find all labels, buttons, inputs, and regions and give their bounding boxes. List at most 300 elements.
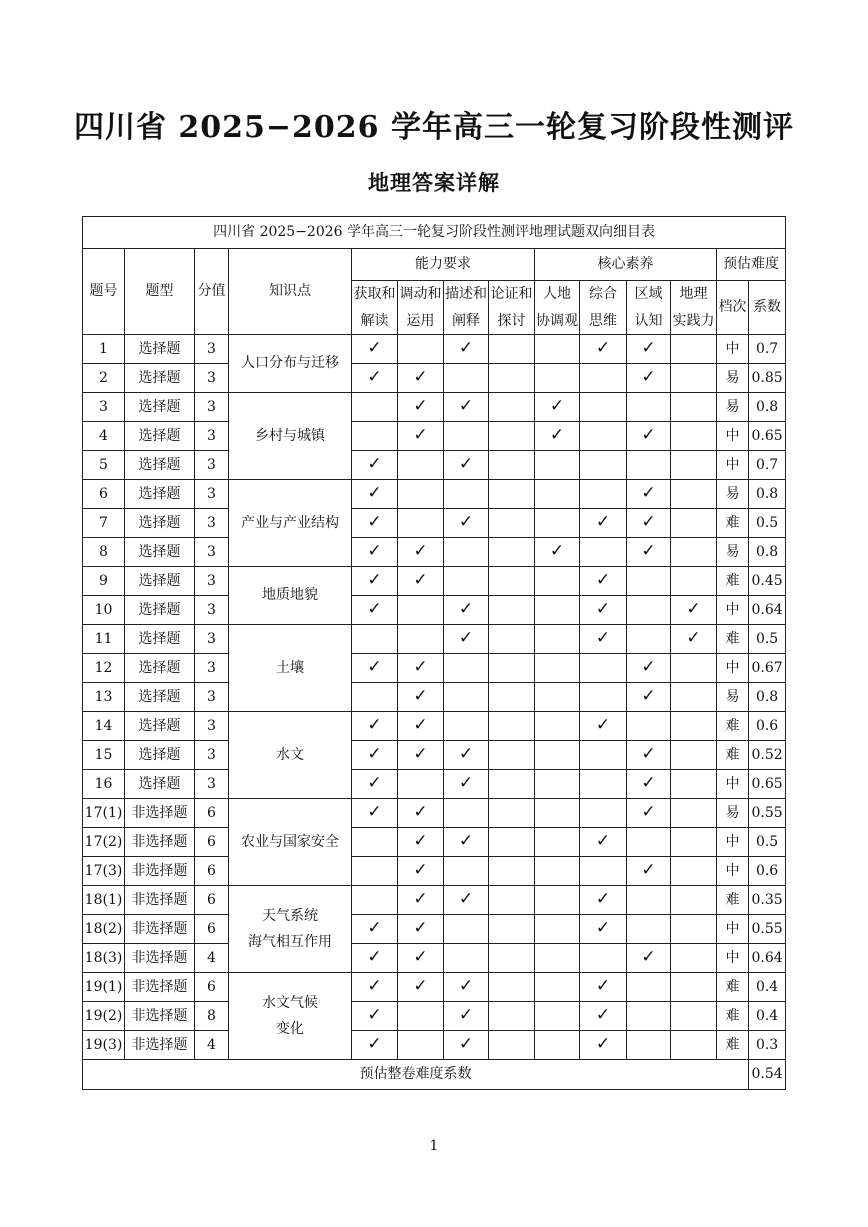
difficulty-coef: 0.5 bbox=[749, 828, 786, 857]
page-number: 1 bbox=[429, 1138, 439, 1154]
core-literacy-cell bbox=[627, 683, 671, 712]
difficulty-level: 难 bbox=[717, 973, 749, 1002]
core-literacy-cell bbox=[580, 1002, 627, 1031]
core-literacy-cell bbox=[535, 683, 580, 712]
difficulty-coef: 0.45 bbox=[749, 567, 786, 596]
ability-cell bbox=[352, 857, 398, 886]
table-row bbox=[83, 509, 786, 538]
core-literacy-cell bbox=[535, 654, 580, 683]
check-mark-icon: ✓ bbox=[595, 715, 611, 736]
check-mark-icon: ✓ bbox=[686, 628, 701, 649]
core-literacy-cell bbox=[671, 944, 717, 973]
check-mark-icon: ✓ bbox=[367, 1034, 382, 1055]
ability-cell bbox=[352, 422, 398, 451]
core-literacy-cell bbox=[535, 770, 580, 799]
table-row bbox=[83, 973, 786, 1002]
question-score: 8 bbox=[195, 1002, 229, 1031]
table-row bbox=[83, 770, 786, 799]
knowledge-point bbox=[229, 799, 352, 886]
question-type: 非选择题 bbox=[125, 799, 195, 828]
question-number: 10 bbox=[83, 596, 125, 625]
header-ability-col: 获取和 解读 bbox=[352, 281, 398, 335]
ability-cell bbox=[352, 915, 398, 944]
table-row bbox=[83, 625, 786, 654]
header-core: 核心素养 bbox=[535, 249, 717, 281]
check-mark-icon: ✓ bbox=[595, 599, 611, 620]
check-mark-icon: ✓ bbox=[367, 338, 382, 359]
ability-cell bbox=[444, 596, 489, 625]
ability-cell bbox=[398, 567, 444, 596]
difficulty-coef: 0.7 bbox=[749, 335, 786, 364]
check-mark-icon: ✓ bbox=[641, 483, 656, 504]
ability-cell bbox=[352, 886, 398, 915]
core-literacy-cell bbox=[580, 973, 627, 1002]
knowledge-point-line: 水文气候 bbox=[262, 994, 318, 1011]
question-type: 非选择题 bbox=[125, 828, 195, 857]
header-core-col: 区域 认知 bbox=[627, 281, 671, 335]
ability-cell bbox=[489, 1002, 535, 1031]
difficulty-coef: 0.8 bbox=[749, 480, 786, 509]
core-literacy-cell bbox=[671, 1002, 717, 1031]
difficulty-coef: 0.85 bbox=[749, 364, 786, 393]
check-mark-icon: ✓ bbox=[458, 744, 474, 765]
ability-cell bbox=[444, 654, 489, 683]
ability-cell bbox=[352, 538, 398, 567]
check-mark-icon: ✓ bbox=[367, 454, 382, 475]
question-type: 选择题 bbox=[125, 480, 195, 509]
ability-cell bbox=[489, 741, 535, 770]
core-literacy-cell bbox=[671, 683, 717, 712]
check-mark-icon: ✓ bbox=[549, 541, 565, 562]
ability-cell bbox=[489, 625, 535, 654]
difficulty-level: 中 bbox=[717, 335, 749, 364]
question-score: 3 bbox=[195, 596, 229, 625]
core-literacy-cell bbox=[671, 886, 717, 915]
ability-cell bbox=[352, 335, 398, 364]
difficulty-level: 中 bbox=[717, 654, 749, 683]
core-literacy-cell bbox=[671, 770, 717, 799]
core-literacy-cell bbox=[580, 799, 627, 828]
ability-cell bbox=[398, 451, 444, 480]
question-number: 11 bbox=[83, 625, 125, 654]
ability-cell bbox=[444, 683, 489, 712]
difficulty-level: 中 bbox=[717, 944, 749, 973]
knowledge-point bbox=[229, 393, 352, 480]
question-score: 6 bbox=[195, 886, 229, 915]
ability-cell bbox=[398, 712, 444, 741]
core-literacy-cell bbox=[671, 799, 717, 828]
question-score: 3 bbox=[195, 712, 229, 741]
core-literacy-cell bbox=[671, 480, 717, 509]
question-type: 选择题 bbox=[125, 654, 195, 683]
question-number: 13 bbox=[83, 683, 125, 712]
difficulty-coef: 0.67 bbox=[749, 654, 786, 683]
ability-cell bbox=[352, 770, 398, 799]
difficulty-level: 中 bbox=[717, 915, 749, 944]
ability-cell bbox=[352, 509, 398, 538]
ability-cell bbox=[352, 741, 398, 770]
question-number: 18(3) bbox=[83, 944, 125, 973]
table-row bbox=[83, 683, 786, 712]
core-literacy-cell bbox=[627, 422, 671, 451]
core-literacy-cell bbox=[627, 828, 671, 857]
difficulty-coef: 0.4 bbox=[749, 1002, 786, 1031]
ability-cell bbox=[444, 915, 489, 944]
ability-cell bbox=[398, 335, 444, 364]
ability-cell bbox=[444, 625, 489, 654]
check-mark-icon: ✓ bbox=[458, 889, 474, 910]
difficulty-coef: 0.52 bbox=[749, 741, 786, 770]
core-literacy-cell bbox=[627, 335, 671, 364]
core-literacy-cell bbox=[580, 915, 627, 944]
question-number: 6 bbox=[83, 480, 125, 509]
check-mark-icon: ✓ bbox=[641, 686, 656, 707]
check-mark-icon: ✓ bbox=[367, 947, 382, 968]
check-mark-icon: ✓ bbox=[641, 367, 656, 388]
question-score: 3 bbox=[195, 538, 229, 567]
ability-cell bbox=[352, 625, 398, 654]
check-mark-icon: ✓ bbox=[641, 947, 656, 968]
core-literacy-cell bbox=[627, 1031, 671, 1060]
core-literacy-cell bbox=[627, 799, 671, 828]
question-score: 3 bbox=[195, 741, 229, 770]
check-mark-icon: ✓ bbox=[458, 773, 474, 794]
check-mark-icon: ✓ bbox=[549, 396, 565, 417]
question-number: 16 bbox=[83, 770, 125, 799]
core-literacy-cell bbox=[535, 567, 580, 596]
ability-cell bbox=[398, 480, 444, 509]
ability-cell bbox=[489, 567, 535, 596]
table-row bbox=[83, 915, 786, 944]
core-literacy-cell bbox=[671, 451, 717, 480]
page-subtitle: 地理答案详解 bbox=[368, 170, 500, 195]
ability-cell bbox=[398, 915, 444, 944]
core-literacy-cell bbox=[535, 335, 580, 364]
knowledge-point-line: 农业与国家安全 bbox=[241, 833, 339, 850]
ability-cell bbox=[489, 596, 535, 625]
question-score: 6 bbox=[195, 828, 229, 857]
ability-cell bbox=[398, 1002, 444, 1031]
difficulty-level: 中 bbox=[717, 857, 749, 886]
difficulty-level: 易 bbox=[717, 393, 749, 422]
question-score: 3 bbox=[195, 451, 229, 480]
question-type: 非选择题 bbox=[125, 1031, 195, 1060]
core-literacy-cell bbox=[671, 1031, 717, 1060]
check-mark-icon: ✓ bbox=[595, 1034, 611, 1055]
table-row bbox=[83, 886, 786, 915]
question-number: 5 bbox=[83, 451, 125, 480]
ability-cell bbox=[489, 335, 535, 364]
knowledge-point bbox=[229, 335, 352, 393]
core-literacy-cell bbox=[535, 828, 580, 857]
ability-cell bbox=[398, 828, 444, 857]
core-literacy-cell bbox=[580, 1031, 627, 1060]
check-mark-icon: ✓ bbox=[413, 802, 428, 823]
check-mark-icon: ✓ bbox=[595, 570, 611, 591]
core-literacy-cell bbox=[671, 422, 717, 451]
knowledge-point-line: 地质地貌 bbox=[262, 587, 318, 604]
question-score: 4 bbox=[195, 1031, 229, 1060]
core-literacy-cell bbox=[535, 596, 580, 625]
check-mark-icon: ✓ bbox=[641, 773, 656, 794]
ability-cell bbox=[352, 393, 398, 422]
ability-cell bbox=[489, 973, 535, 1002]
core-literacy-cell bbox=[580, 364, 627, 393]
table-row bbox=[83, 654, 786, 683]
check-mark-icon: ✓ bbox=[413, 947, 428, 968]
check-mark-icon: ✓ bbox=[367, 657, 382, 678]
core-literacy-cell bbox=[535, 625, 580, 654]
question-type: 选择题 bbox=[125, 422, 195, 451]
table-row bbox=[83, 451, 786, 480]
difficulty-level: 难 bbox=[717, 741, 749, 770]
question-number: 17(3) bbox=[83, 857, 125, 886]
core-literacy-cell bbox=[671, 393, 717, 422]
core-literacy-cell bbox=[627, 944, 671, 973]
header-qtype: 题型 bbox=[125, 249, 195, 335]
core-literacy-cell bbox=[671, 857, 717, 886]
check-mark-icon: ✓ bbox=[413, 744, 428, 765]
ability-cell bbox=[352, 712, 398, 741]
ability-cell bbox=[489, 857, 535, 886]
ability-cell bbox=[352, 828, 398, 857]
ability-cell bbox=[489, 654, 535, 683]
check-mark-icon: ✓ bbox=[686, 599, 701, 620]
table-row bbox=[83, 712, 786, 741]
question-type: 选择题 bbox=[125, 567, 195, 596]
question-type: 选择题 bbox=[125, 451, 195, 480]
question-number: 7 bbox=[83, 509, 125, 538]
overall-difficulty-value: 0.54 bbox=[749, 1060, 786, 1090]
check-mark-icon: ✓ bbox=[458, 1005, 474, 1026]
ability-cell bbox=[489, 451, 535, 480]
core-literacy-cell bbox=[580, 625, 627, 654]
table-row bbox=[83, 567, 786, 596]
knowledge-point-line: 土壤 bbox=[276, 659, 304, 676]
question-type: 选择题 bbox=[125, 596, 195, 625]
ability-cell bbox=[489, 1031, 535, 1060]
ability-cell bbox=[352, 1002, 398, 1031]
check-mark-icon: ✓ bbox=[367, 744, 382, 765]
question-type: 选择题 bbox=[125, 741, 195, 770]
ability-cell bbox=[398, 944, 444, 973]
check-mark-icon: ✓ bbox=[595, 338, 611, 359]
check-mark-icon: ✓ bbox=[413, 918, 428, 939]
table-row bbox=[83, 393, 786, 422]
check-mark-icon: ✓ bbox=[413, 860, 428, 881]
check-mark-icon: ✓ bbox=[595, 628, 611, 649]
check-mark-icon: ✓ bbox=[595, 918, 611, 939]
core-literacy-cell bbox=[580, 538, 627, 567]
table-row bbox=[83, 422, 786, 451]
ability-cell bbox=[398, 741, 444, 770]
difficulty-level: 难 bbox=[717, 886, 749, 915]
core-literacy-cell bbox=[535, 393, 580, 422]
ability-cell bbox=[444, 422, 489, 451]
question-type: 非选择题 bbox=[125, 857, 195, 886]
check-mark-icon: ✓ bbox=[595, 976, 611, 997]
core-literacy-cell bbox=[627, 567, 671, 596]
core-literacy-cell bbox=[535, 886, 580, 915]
core-literacy-cell bbox=[627, 480, 671, 509]
ability-cell bbox=[398, 538, 444, 567]
ability-cell bbox=[489, 799, 535, 828]
difficulty-coef: 0.8 bbox=[749, 393, 786, 422]
question-number: 1 bbox=[83, 335, 125, 364]
ability-cell bbox=[398, 625, 444, 654]
core-literacy-cell bbox=[580, 422, 627, 451]
core-literacy-cell bbox=[671, 509, 717, 538]
question-type: 选择题 bbox=[125, 712, 195, 741]
core-literacy-cell bbox=[535, 741, 580, 770]
check-mark-icon: ✓ bbox=[413, 541, 428, 562]
ability-cell bbox=[352, 451, 398, 480]
check-mark-icon: ✓ bbox=[458, 396, 474, 417]
difficulty-coef: 0.64 bbox=[749, 944, 786, 973]
ability-cell bbox=[398, 1031, 444, 1060]
question-type: 选择题 bbox=[125, 509, 195, 538]
ability-cell bbox=[489, 393, 535, 422]
core-literacy-cell bbox=[580, 857, 627, 886]
ability-cell bbox=[489, 683, 535, 712]
question-score: 6 bbox=[195, 915, 229, 944]
ability-cell bbox=[444, 480, 489, 509]
question-score: 3 bbox=[195, 509, 229, 538]
ability-cell bbox=[398, 509, 444, 538]
question-score: 3 bbox=[195, 683, 229, 712]
knowledge-point bbox=[229, 712, 352, 799]
question-number: 12 bbox=[83, 654, 125, 683]
knowledge-point-line: 乡村与城镇 bbox=[255, 427, 325, 444]
check-mark-icon: ✓ bbox=[458, 338, 474, 359]
ability-cell bbox=[444, 712, 489, 741]
ability-cell bbox=[352, 596, 398, 625]
ability-cell bbox=[444, 741, 489, 770]
check-mark-icon: ✓ bbox=[413, 686, 428, 707]
header-coef: 系数 bbox=[749, 281, 786, 335]
check-mark-icon: ✓ bbox=[367, 1005, 382, 1026]
core-literacy-cell bbox=[671, 741, 717, 770]
ability-cell bbox=[489, 886, 535, 915]
core-literacy-cell bbox=[627, 886, 671, 915]
ability-cell bbox=[398, 799, 444, 828]
core-literacy-cell bbox=[580, 770, 627, 799]
ability-cell bbox=[444, 335, 489, 364]
difficulty-coef: 0.4 bbox=[749, 973, 786, 1002]
header-core-col: 综合 思维 bbox=[580, 281, 627, 335]
check-mark-icon: ✓ bbox=[641, 744, 656, 765]
check-mark-icon: ✓ bbox=[458, 831, 474, 852]
difficulty-coef: 0.8 bbox=[749, 538, 786, 567]
core-literacy-cell bbox=[535, 509, 580, 538]
check-mark-icon: ✓ bbox=[413, 715, 428, 736]
question-number: 19(2) bbox=[83, 1002, 125, 1031]
table-row bbox=[83, 1002, 786, 1031]
check-mark-icon: ✓ bbox=[367, 541, 382, 562]
ability-cell bbox=[398, 857, 444, 886]
ability-cell bbox=[444, 799, 489, 828]
core-literacy-cell bbox=[627, 596, 671, 625]
check-mark-icon: ✓ bbox=[367, 802, 382, 823]
core-literacy-cell bbox=[580, 741, 627, 770]
ability-cell bbox=[489, 828, 535, 857]
table-row bbox=[83, 944, 786, 973]
core-literacy-cell bbox=[535, 712, 580, 741]
core-literacy-cell bbox=[580, 886, 627, 915]
check-mark-icon: ✓ bbox=[641, 860, 656, 881]
table-row bbox=[83, 828, 786, 857]
table-row bbox=[83, 799, 786, 828]
question-type: 选择题 bbox=[125, 393, 195, 422]
table-row bbox=[83, 364, 786, 393]
question-number: 9 bbox=[83, 567, 125, 596]
page-title: 四川省 2025−2026 学年高三一轮复习阶段性测评 bbox=[73, 110, 795, 145]
difficulty-level: 易 bbox=[717, 799, 749, 828]
table-row bbox=[83, 1031, 786, 1060]
check-mark-icon: ✓ bbox=[367, 918, 382, 939]
question-type: 非选择题 bbox=[125, 915, 195, 944]
core-literacy-cell bbox=[580, 567, 627, 596]
difficulty-level: 易 bbox=[717, 364, 749, 393]
header-ability-col: 调动和 运用 bbox=[398, 281, 444, 335]
ability-cell bbox=[398, 973, 444, 1002]
question-number: 3 bbox=[83, 393, 125, 422]
ability-cell bbox=[398, 364, 444, 393]
core-literacy-cell bbox=[535, 944, 580, 973]
check-mark-icon: ✓ bbox=[367, 976, 382, 997]
ability-cell bbox=[489, 770, 535, 799]
question-number: 19(3) bbox=[83, 1031, 125, 1060]
difficulty-coef: 0.55 bbox=[749, 799, 786, 828]
core-literacy-cell bbox=[627, 654, 671, 683]
ability-cell bbox=[444, 828, 489, 857]
table-row bbox=[83, 596, 786, 625]
core-literacy-cell bbox=[535, 915, 580, 944]
table-row bbox=[83, 480, 786, 509]
ability-cell bbox=[444, 364, 489, 393]
table-row bbox=[83, 741, 786, 770]
core-literacy-cell bbox=[671, 567, 717, 596]
ability-cell bbox=[444, 973, 489, 1002]
difficulty-level: 中 bbox=[717, 422, 749, 451]
check-mark-icon: ✓ bbox=[367, 512, 382, 533]
knowledge-point bbox=[229, 567, 352, 625]
check-mark-icon: ✓ bbox=[641, 802, 656, 823]
check-mark-icon: ✓ bbox=[413, 657, 428, 678]
check-mark-icon: ✓ bbox=[641, 338, 656, 359]
core-literacy-cell bbox=[535, 422, 580, 451]
core-literacy-cell bbox=[580, 683, 627, 712]
core-literacy-cell bbox=[535, 480, 580, 509]
footer-row bbox=[83, 1060, 786, 1090]
difficulty-level: 难 bbox=[717, 567, 749, 596]
ability-cell bbox=[489, 422, 535, 451]
ability-cell bbox=[352, 683, 398, 712]
check-mark-icon: ✓ bbox=[367, 570, 382, 591]
ability-cell bbox=[398, 886, 444, 915]
core-literacy-cell bbox=[627, 393, 671, 422]
ability-cell bbox=[352, 799, 398, 828]
header-core-col: 地理 实践力 bbox=[671, 281, 717, 335]
difficulty-level: 难 bbox=[717, 1002, 749, 1031]
core-literacy-cell bbox=[535, 451, 580, 480]
check-mark-icon: ✓ bbox=[367, 367, 382, 388]
ability-cell bbox=[398, 654, 444, 683]
core-literacy-cell bbox=[627, 857, 671, 886]
question-number: 19(1) bbox=[83, 973, 125, 1002]
knowledge-point-line: 变化 bbox=[276, 1021, 304, 1038]
question-score: 3 bbox=[195, 567, 229, 596]
